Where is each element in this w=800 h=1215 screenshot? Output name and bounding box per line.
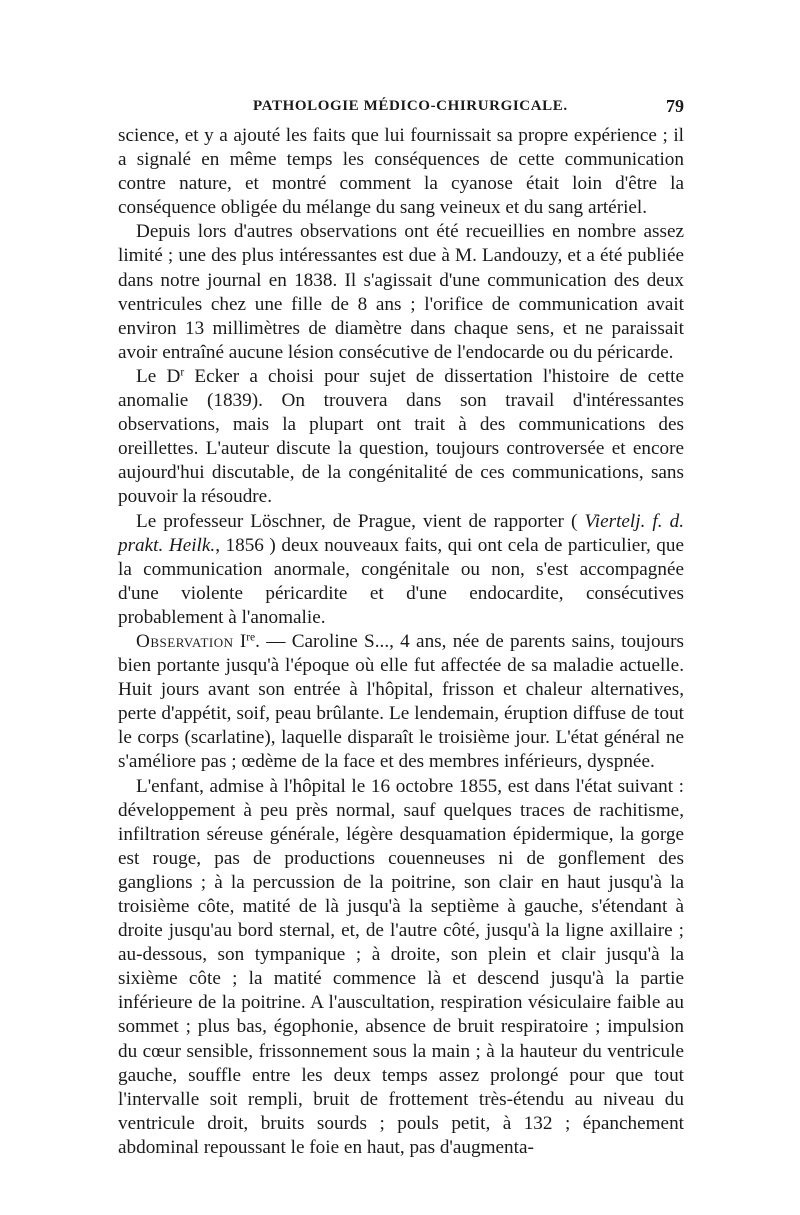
page-number: 79: [666, 96, 684, 116]
paragraph-text: Depuis lors d'autres observations ont été recueillies en nombre assez limité ; une des plus intéressantes est due à M. Landouzy, et a été publiée dans notre journal en 1838. Il s'agissait d'une communication des deux ventricules chez une fille de 8 ans ; l'orifice de communication avait environ 13 millimètres de diamètre dans chaque sens, et ne paraissait avoir entraîné aucune lésion consécutive de l'endocarde ou du péricarde.: [118, 221, 684, 363]
running-title: PATHOLOGIE MÉDICO-CHIRURGICALE.: [253, 98, 568, 114]
page-body: [118, 124, 684, 1160]
paragraph-text-rest: , 1856 ) deux nouveaux faits, qui ont cela de particulier, que la communication anormale, congénitale ou non, s'est accompagnée d'une violente péricardite et d'une endocardite, consécutives probablement à l'anomalie.: [118, 534, 684, 628]
paragraph-text-rest: Ecker a choisi pour sujet de dissertation l'histoire de cette anomalie (1839). On trouvera dans son travail d'intéressantes observations, mais la plupart ont trait à des communications des oreillettes. L'auteur discute la question, toujours controversée et encore aujourd'hui discutable, de la congénitalité de ces communications, sans pouvoir la résoudre.: [118, 365, 685, 508]
observation-number: I: [239, 630, 247, 652]
doctor-abbrev-sup: r: [180, 366, 185, 379]
paragraph-loschner: [118, 510, 684, 630]
paragraph-observation-1: [118, 630, 684, 775]
paragraph-continuation: [118, 124, 684, 220]
paragraph-landouzy: [118, 220, 684, 365]
book-page: [118, 96, 684, 1160]
journal-citation: Viertelj. f. d. prakt. Heilk.: [118, 510, 684, 556]
observation-number-sup: re: [246, 631, 256, 644]
observation-text: . — Caroline S..., 4 ans, née de parents sains, toujours bien portante jusqu'à l'époque où elle fut affectée de sa maladie actuelle. Huit jours avant son entrée à l'hôpital, frisson et chaleur alternatives, perte d'appétit, soif, peau brûlante. Le lendemain, éruption diffuse de tout le corps (scarlatine), laquelle disparaît le troisième jour. L'état général ne s'améliore pas ; œdème de la face et des membres inférieurs, dyspnée.: [118, 630, 685, 773]
paragraph-ecker: [118, 365, 684, 510]
observation-label: Observation: [136, 630, 234, 652]
paragraph-admission: [118, 775, 684, 1161]
paragraph-text-start: Le professeur Löschner, de Prague, vient de rapporter (: [136, 510, 585, 532]
paragraph-text-start: Le D: [136, 365, 181, 387]
paragraph-text: L'enfant, admise à l'hôpital le 16 octobre 1855, est dans l'état suivant : développement à peu près normal, sauf quelques traces de rachitisme, infiltration séreuse générale, légère desquamation épidermique, la gorge est rouge, pas de productions couenneuses ni de gonflement des ganglions ; à la percussion de la poitrine, son clair en haut jusqu'à la troisième côte, matité de là jusqu'à la septième à gauche, s'étendant à droite jusqu'au bord sternal, et, de l'autre côté, jusqu'à la ligne axillaire ; au-dessous, son tympanique ; à droite, son plein et clair jusqu'à la sixième côte ; la matité commence là et descend jusqu'à la partie inférieure de la poitrine. A l'auscultation, respiration vésiculaire faible au sommet ; plus bas, égophonie, absence de bruit respiratoire ; impulsion du cœur sensible, frissonnement sous la main ; à la hauteur du ventricule gauche, souffle entre les deux temps assez prolongé pour que tout l'intervalle soit rempli, bruit de frottement très-étendu au niveau du ventricule droit, bruits sourds ; pouls petit, à 132 ; épanchement abdominal repoussant le foie en haut, pas d'augmenta-: [118, 775, 684, 1158]
paragraph-text: science, et y a ajouté les faits que lui fournissait sa propre expérience ; il a signalé en même temps les conséquences de cette communication contre nature, et montré comment la cyanose était loin d'être la conséquence obligée du mélange du sang veineux et du sang artériel.: [118, 125, 684, 219]
page-header: [118, 96, 684, 120]
